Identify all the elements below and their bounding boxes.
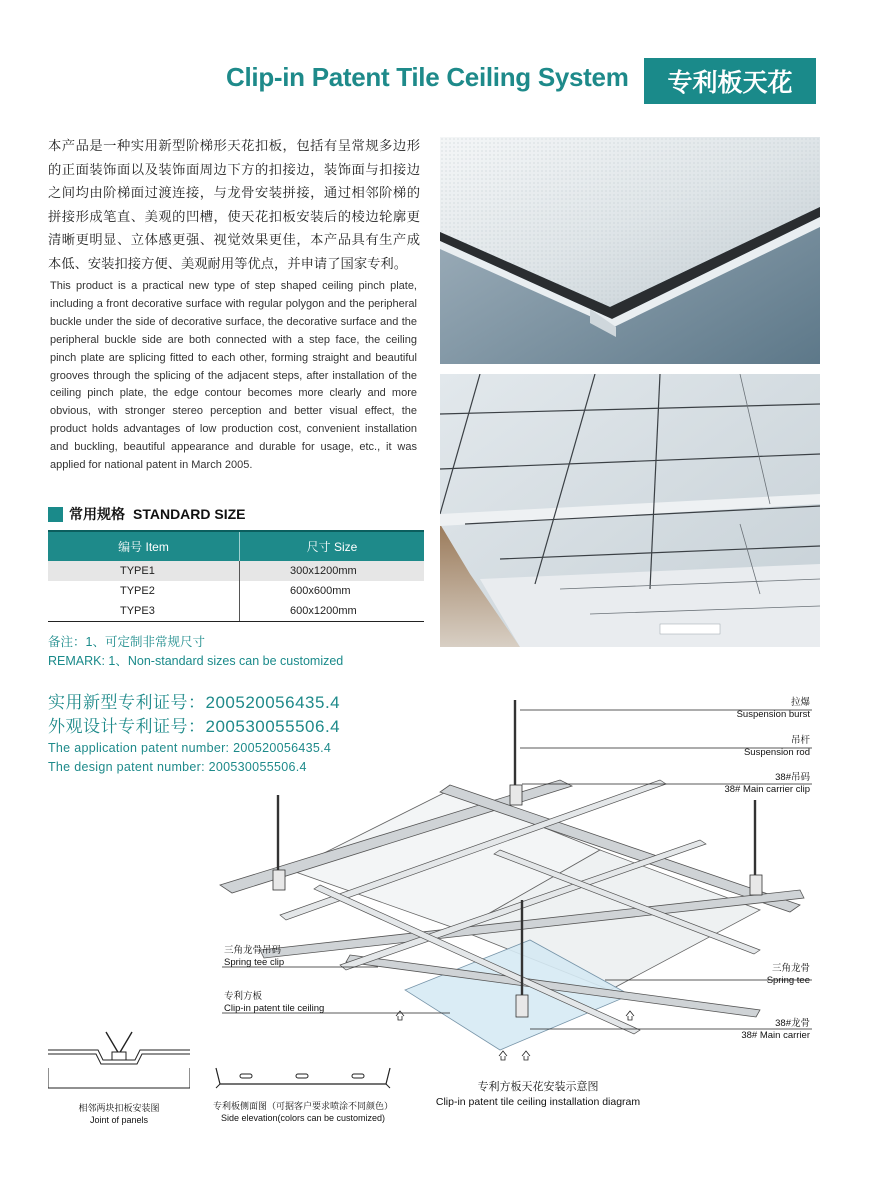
table-row: [48, 581, 424, 601]
table-row: [48, 601, 424, 622]
heading-square-icon: [48, 507, 63, 522]
joint-of-panels-drawing: [48, 1030, 190, 1096]
cell-size: 300x1200mm: [240, 561, 425, 581]
cell-size: 600x1200mm: [240, 601, 425, 622]
side-elevation-drawing: [212, 1066, 394, 1092]
diagram-caption: 专利方板天花安装示意图 Clip-in patent tile ceiling installation diagram: [435, 1081, 641, 1108]
side-elevation-caption: 专利板侧面图（可据客户要求喷涂不同颜色） Side elevation(colors can be customized): [212, 1101, 393, 1123]
patent-application-en: The application patent number: 200520056435.4: [48, 741, 332, 755]
table-row: [48, 561, 424, 581]
cell-item: TYPE2: [48, 581, 240, 601]
spec-heading: [48, 504, 246, 524]
label-main-carrier-clip: 38#吊码 38# Main carrier clip: [724, 772, 810, 795]
label-suspension-burst: 拉爆 Suspension burst: [736, 697, 810, 720]
label-spring-tee-clip: 三角龙骨吊码 Spring tee clip: [224, 945, 285, 968]
spec-heading-cn: 常用规格: [69, 506, 125, 522]
remark-en: REMARK: 1、Non-standard sizes can be customized: [48, 654, 344, 668]
description-en: This product is a practical new type of step shaped ceiling pinch plate, including a front decorative surface with regular polygon and the peripheral buckle under the side of decorative surface, the decorative surface and the peripheral buckle side are both connected with a step face, the ceiling pinch plate are splicing fitted to each other, forming straight and beautiful grooves through the splicing of the adjacent steps, after installation of the ceiling pinch plate, the edge contour becomes more clearly and more obvious, with stronger stereo perception and better visual effect, the product holds advantages of low production cost, convenient installation and buckling, beautiful appearance and durable for usage, etc., it was applied for national patent in March 2005.: [50, 280, 417, 472]
spec-heading-en: STANDARD SIZE: [133, 506, 246, 522]
description-cn: 本产品是一种实用新型阶梯形天花扣板，包括有呈常规多边形的正面装饰面以及装饰面周边下方的扣接边，装饰面与扣接边之间均由阶梯面过渡连接，与龙骨安装拼接，通过相邻阶梯的拼接形成笔直、美观的凹槽，使天花扣板安装后的棱边轮廓更清晰更明显、立体感更强、视觉效果更佳，本产品具有生产成本低、安装扣接方便、美观耐用等优点，并申请了国家专利。: [48, 138, 420, 271]
cell-item: TYPE1: [48, 561, 240, 581]
page-title: Clip-in Patent Tile Ceiling System: [226, 62, 629, 92]
spec-table: [48, 530, 424, 622]
column-header-size: 尺寸 Size: [240, 531, 425, 561]
joint-caption: 相邻两块扣板安装图 Joint of panels: [78, 1103, 160, 1125]
patent-design-en: The design patent number: 200530055506.4: [48, 760, 307, 774]
label-clip-in-tile: 专利方板 Clip-in patent tile ceiling: [224, 991, 325, 1014]
cell-item: TYPE3: [48, 601, 240, 622]
label-main-carrier: 38#龙骨 38# Main carrier: [741, 1018, 810, 1041]
patent-application-cn: 实用新型专利证号：200520056435.4: [48, 693, 341, 712]
cell-size: 600x600mm: [290, 585, 351, 597]
tile-closeup-photo: [440, 137, 820, 364]
label-spring-tee: 三角龙骨 Spring tee: [766, 963, 810, 986]
patent-design-cn: 外观设计专利证号：200530055506.4: [48, 717, 341, 736]
label-suspension-rod: 吊杆 Suspension rod: [743, 735, 810, 758]
column-header-item: 编号 Item: [48, 531, 240, 561]
ceiling-installation-photo: [440, 374, 820, 647]
title-badge: 专利板天花: [644, 58, 816, 104]
remark-cn: 备注：1、可定制非常规尺寸: [48, 635, 205, 649]
